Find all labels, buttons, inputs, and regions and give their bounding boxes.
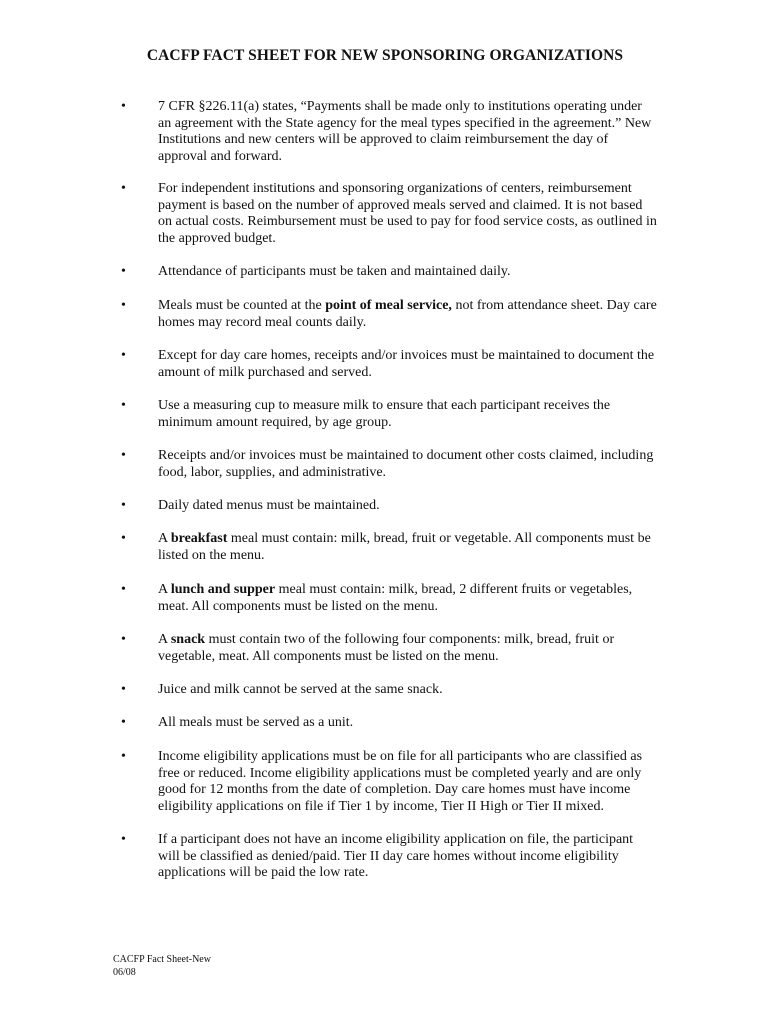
bullet-text	[158, 398, 658, 431]
bullet-text-segment: must contain two of the following four components: milk, bread, fruit or vegetable, meat. All components must be listed on the menu.	[158, 632, 615, 664]
bullet-text	[158, 715, 658, 732]
bullet-marker: •	[121, 448, 126, 463]
bullet-marker: •	[121, 99, 126, 114]
document-title: CACFP FACT SHEET FOR NEW SPONSORING ORGANIZATIONS	[146, 47, 624, 64]
bullet-marker: •	[121, 264, 126, 279]
bullet-text-segment: A	[158, 531, 171, 546]
bullet-marker: •	[121, 832, 126, 847]
bullet-text-segment: A	[158, 582, 171, 597]
bullet-text-segment: Use a measuring cup to measure milk to ensure that each participant receives the minimum amount required, by age group.	[158, 398, 611, 430]
bullet-text-segment: Income eligibility applications must be on file for all participants who are classified as free or reduced. Income eligibility applications must be completed yearly and are only good for 12 months from the date of completion. Day care homes must have income eligibility applications on file if Tier 1 by income, Tier II High or Tier II mixed.	[158, 749, 643, 814]
bullet-text-segment: meal must contain: milk, bread, 2 different fruits or vegetables, meat. All components must be listed on the menu.	[158, 582, 633, 614]
bullet-text	[158, 99, 658, 165]
bullet-marker: •	[121, 531, 126, 546]
bullet-marker: •	[121, 181, 126, 196]
bullet-text	[158, 582, 658, 615]
bullet-text-segment: Juice and milk cannot be served at the same snack.	[158, 682, 443, 697]
document-footer	[113, 954, 211, 979]
bullet-text	[158, 632, 658, 665]
bullet-text	[158, 181, 658, 247]
bullet-text	[158, 348, 658, 381]
bullet-text	[158, 264, 658, 281]
bullet-text-segment: Meals must be counted at the	[158, 298, 326, 313]
bullet-marker: •	[121, 715, 126, 730]
bullet-text	[158, 749, 658, 815]
bullet-text-segment: A	[158, 632, 171, 647]
bullet-text-segment: Attendance of participants must be taken and maintained daily.	[158, 264, 511, 279]
bullet-marker: •	[121, 749, 126, 764]
bullet-marker: •	[121, 632, 126, 647]
bullet-text-segment: For independent institutions and sponsoring organizations of centers, reimbursement payment is based on the number of approved meals served and claimed. It is not based on actual costs. Reimbursement must be used to pay for food service costs, as outlined in the approved budget.	[158, 181, 657, 246]
bullet-text	[158, 832, 658, 882]
bullet-text	[158, 682, 658, 699]
bullet-text-segment: 7 CFR §226.11(a) states, “Payments shall be made only to institutions operating under an agreement with the State agency for the meal types specified in the agreement.” New Institutions and new centers will be approved to claim reimbursement the day of approval and forward.	[158, 99, 652, 164]
bullet-text	[158, 298, 658, 331]
bullet-emphasis: snack	[170, 632, 206, 647]
bullet-text	[158, 498, 658, 515]
bullet-text-segment: meal must contain: milk, bread, fruit or vegetable. All components must be listed on the menu.	[158, 531, 651, 563]
bullet-emphasis: lunch and supper	[170, 582, 276, 597]
bullet-text-segment: Daily dated menus must be maintained.	[158, 498, 380, 513]
bullet-marker: •	[121, 398, 126, 413]
bullet-emphasis: breakfast	[170, 531, 228, 546]
bullet-emphasis: point of meal service,	[325, 298, 452, 313]
bullet-text-segment: not from attendance sheet. Day care homes may record meal counts daily.	[158, 298, 657, 330]
bullet-marker: •	[121, 298, 126, 313]
bullet-text-segment: Receipts and/or invoices must be maintained to document other costs claimed, including food, labor, supplies, and administrative.	[158, 448, 654, 480]
bullet-text-segment: If a participant does not have an income eligibility application on file, the participant will be classified as denied/paid. Tier II day care homes without income eligibility applications will be paid the low rate.	[158, 832, 634, 881]
footer-revision-date: 06/08	[113, 966, 136, 978]
bullet-text-segment: All meals must be served as a unit.	[158, 715, 354, 730]
bullet-marker: •	[121, 498, 126, 513]
bullet-text-segment: Except for day care homes, receipts and/or invoices must be maintained to document the amount of milk purchased and served.	[158, 348, 655, 380]
footer-form-name: CACFP Fact Sheet-New	[113, 954, 211, 965]
bullet-text	[158, 448, 658, 481]
bullet-marker: •	[121, 582, 126, 597]
bullet-marker: •	[121, 682, 126, 697]
bullet-text	[158, 531, 658, 564]
bullet-marker: •	[121, 348, 126, 363]
